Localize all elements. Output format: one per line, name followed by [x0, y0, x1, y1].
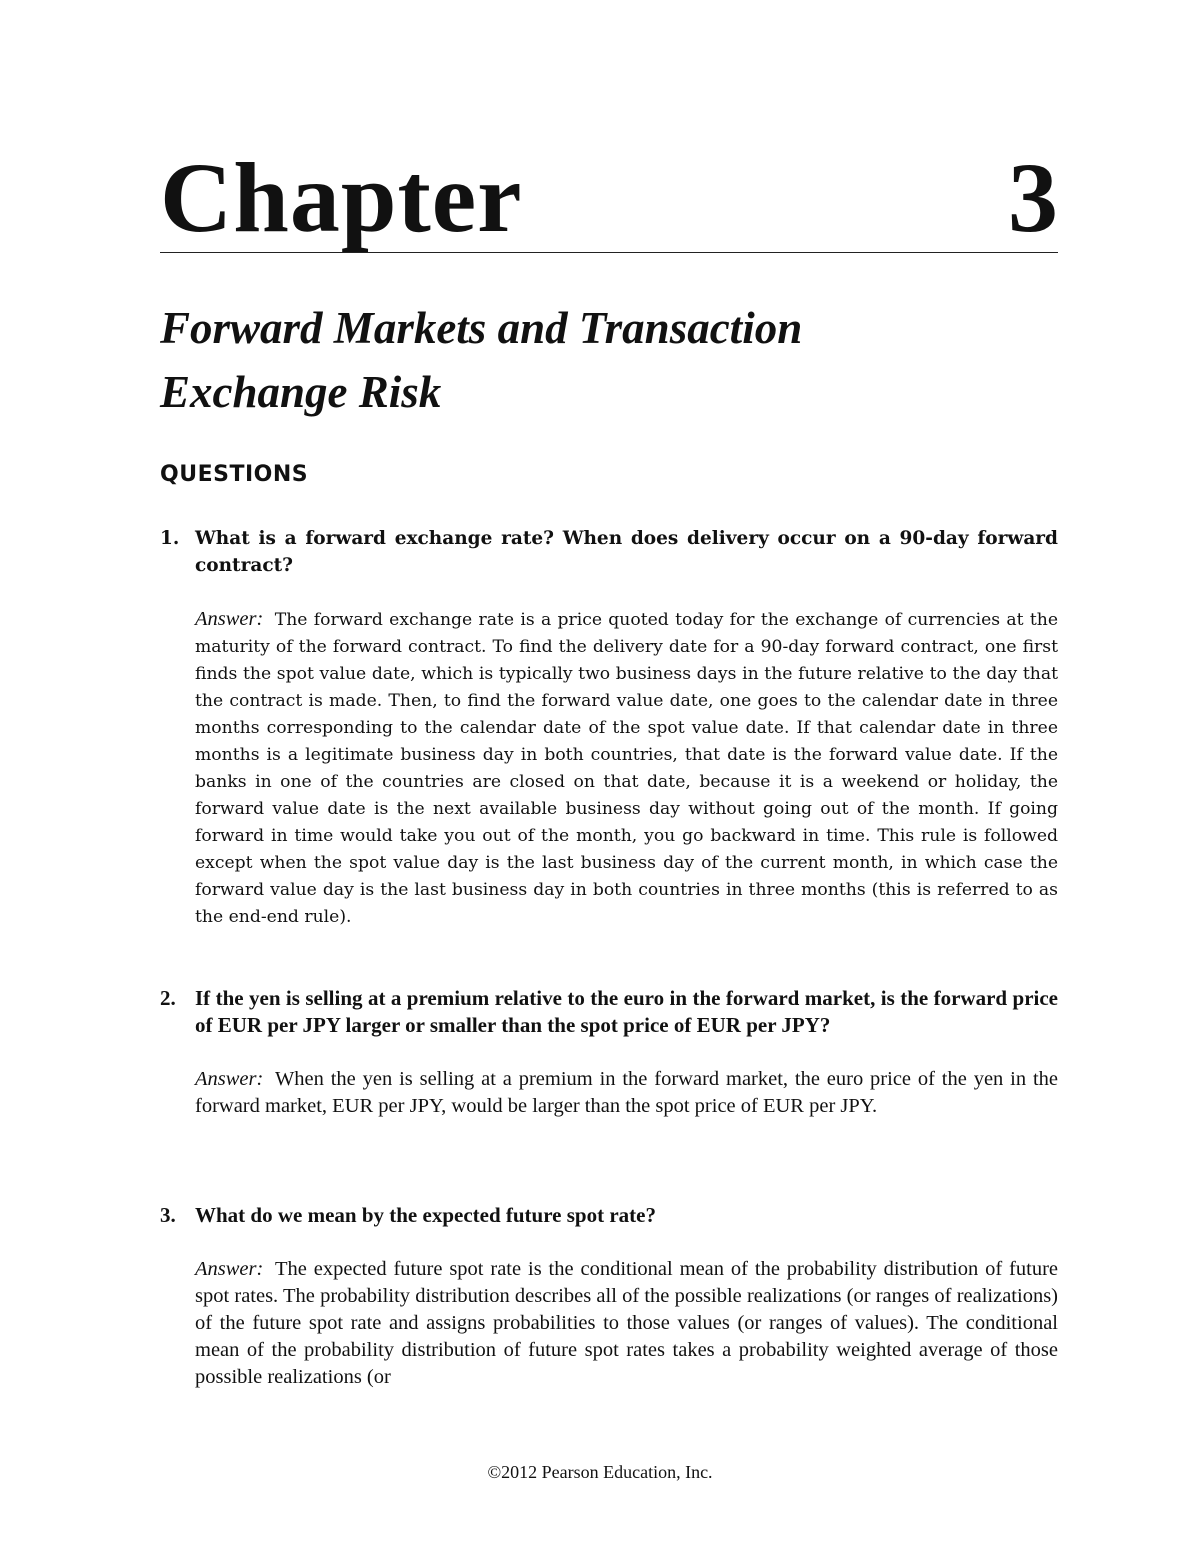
answer-1	[195, 606, 1058, 931]
question-2	[160, 985, 1058, 1039]
section-heading: QUESTIONS	[160, 462, 309, 487]
answer-text: When the yen is selling at a premium in the forward market, the euro price of the yen in the forward market, EUR per JPY, would be larger than the spot price of EUR per JPY.	[195, 1068, 1058, 1117]
question-block-2	[160, 985, 1058, 1120]
chapter-title-line-2: Exchange Risk	[160, 367, 442, 417]
answer-2	[195, 1066, 1058, 1120]
chapter-title-line-1: Forward Markets and Transaction	[160, 303, 803, 353]
answer-text: The forward exchange rate is a price quoted today for the exchange of currencies at the maturity of the forward contract. To find the delivery date for a 90-day forward contract, one first finds the spot value date, which is typically two business days in the future relative to the day that the contract is made. Then, to find the forward value date, one goes to the calendar date in three months corresponding to the calendar date of the spot value date. If that calendar date in three months is a legitimate business day in both countries, that date is the forward value date. If the banks in one of the countries are closed on that date, because it is a weekend or holiday, the forward value date is the next available business day without going out of the month. If going forward in time would take you out of the month, you go backward in time. This rule is followed except when the spot value day is the last business day of the current month, in which case the forward value day is the last business day in both countries in three months (this is referred to as the end-end rule).	[195, 610, 1058, 927]
question-text: What is a forward exchange rate? When does delivery occur on a 90-day forward contract?	[195, 528, 1058, 576]
question-number: 2.	[160, 986, 176, 1010]
answer-3	[195, 1256, 1058, 1391]
question-text: If the yen is selling at a premium relative to the euro in the forward market, is the forward price of EUR per JPY larger or smaller than the spot price of EUR per JPY?	[195, 986, 1058, 1037]
chapter-number: 3	[1008, 142, 1058, 253]
answer-text: The expected future spot rate is the conditional mean of the probability distribution of future spot rates. The probability distribution describes all of the possible realizations (or ranges of realizations) of the future spot rate and assigns probabilities to those values (or ranges of values). The conditional mean of the probability distribution of future spot rates takes a probability weighted average of those possible realizations (or	[195, 1258, 1058, 1388]
question-number: 1.	[160, 528, 180, 549]
answer-label: Answer:	[195, 1258, 264, 1280]
answer-label: Answer:	[195, 1068, 264, 1090]
question-block-3	[160, 1202, 1058, 1391]
question-text: What do we mean by the expected future spot rate?	[195, 1203, 656, 1227]
chapter-title	[160, 296, 1058, 424]
question-number: 3.	[160, 1203, 176, 1227]
chapter-header	[160, 140, 1058, 253]
chapter-label: Chapter	[160, 142, 523, 253]
question-3	[160, 1202, 1058, 1229]
answer-label: Answer:	[195, 608, 264, 630]
question-block-1	[160, 525, 1058, 931]
question-1	[160, 525, 1058, 579]
copyright-footer: ©2012 Pearson Education, Inc.	[487, 1462, 713, 1482]
